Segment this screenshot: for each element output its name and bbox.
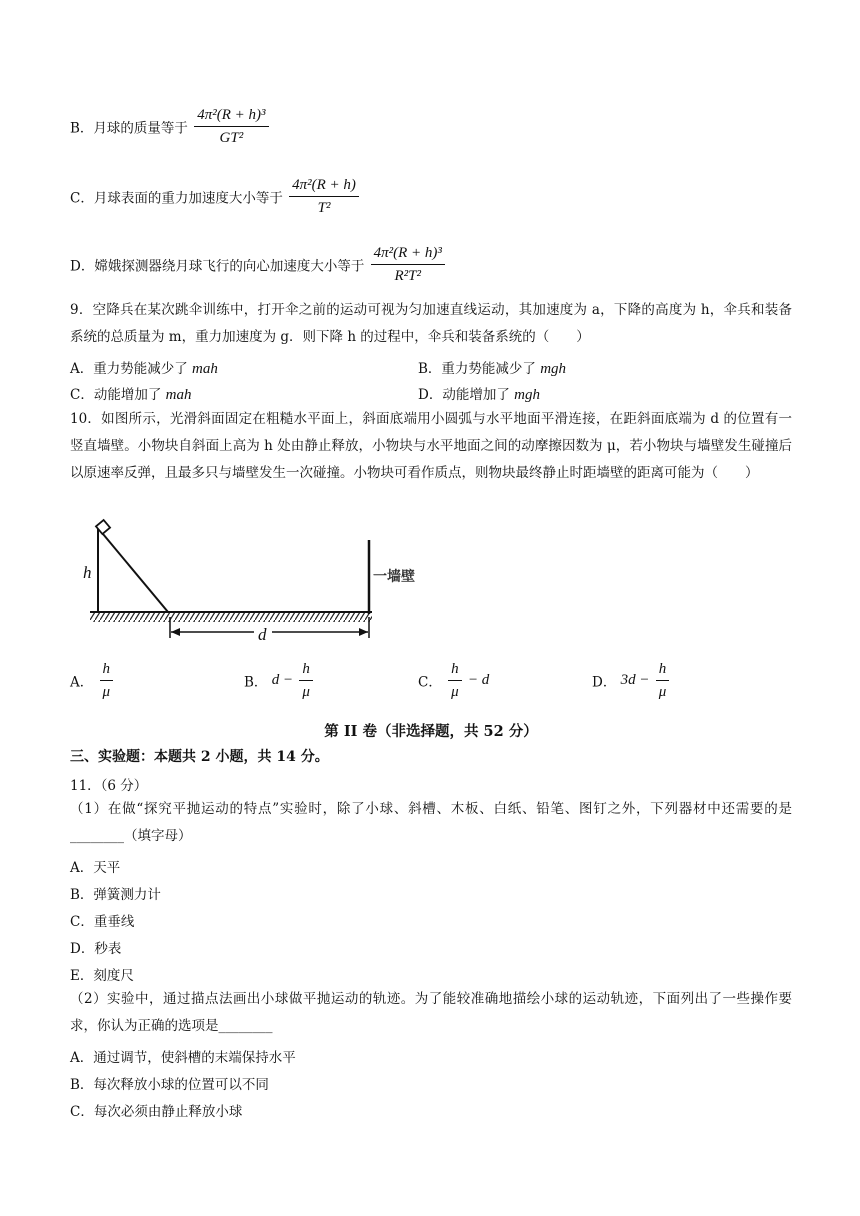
q11-part2-option-b: B．每次释放小球的位置可以不同 — [70, 1077, 269, 1093]
q10-option-b-label: B． — [244, 674, 268, 691]
q10-option-d-pre: 3d − — [620, 672, 650, 688]
q11-part1-option-b: B．弹簧测力计 — [70, 887, 161, 903]
q9-option-c-expr: mah — [165, 387, 192, 403]
q11-part1-option-e: E．刻度尺 — [70, 968, 134, 984]
q9-stem: 9．空降兵在某次跳伞训练中，打开伞之前的运动可视为匀加速直线运动，其加速度为 a，下降的高度为 h，伞兵和装备系统的总质量为 m，重力加速度为 g．则下降 h 的过程中，伞兵和装备系统的（ ） — [70, 302, 792, 345]
incline-slope — [98, 528, 168, 612]
q10-option-a-denominator: μ — [102, 684, 111, 700]
q9-option-d-label: D．动能增加了 — [418, 387, 515, 403]
q9-option-a — [70, 357, 218, 378]
q8-option-d-fraction — [371, 244, 445, 285]
q11-part2-stem: （2）实验中，通过描点法画出小球做平抛运动的轨迹。为了能较准确地描绘小球的运动轨迹，下面列出了一些操作要求，你认为正确的选项是________ — [70, 991, 792, 1034]
section-2-title: 第 II 卷（非选择题，共 52 分） — [324, 723, 538, 740]
q9-option-b-expr: mgh — [540, 361, 567, 377]
q10-option-a — [70, 660, 115, 701]
q10-option-b-denominator: μ — [302, 684, 310, 700]
q8-option-c-fraction — [289, 176, 359, 217]
q8-option-d-label: D．嫦娥探测器绕月球飞行的向心加速度大小等于 — [70, 258, 365, 275]
q8-option-b-label: B．月球的质量等于 — [70, 120, 188, 137]
q10-option-a-fraction — [100, 660, 114, 701]
q8-option-b-denominator: GT² — [219, 130, 244, 146]
q10-option-c-fraction — [448, 660, 462, 701]
q8-option-d-denominator: R²T² — [394, 268, 422, 284]
q9-option-c-label: C．动能增加了 — [70, 387, 166, 403]
q11-part1-option-c: C．重垂线 — [70, 914, 135, 930]
section-3-title: 三、实验题：本题共 2 小题，共 14 分。 — [70, 749, 329, 765]
q10-figure-h-label: h — [83, 563, 92, 582]
q11-part1-option-d: D．秒表 — [70, 941, 122, 957]
q8-option-c-numerator: 4π²(R + h) — [289, 176, 359, 197]
q10-option-d-denominator: μ — [658, 684, 667, 700]
q10-option-a-label: A． — [70, 674, 94, 691]
q10-option-a-numerator: h — [100, 660, 114, 681]
q10-option-d-label: D． — [592, 674, 617, 691]
q9-option-b — [418, 357, 566, 378]
q10-option-c-post: − d — [467, 672, 490, 688]
q10-option-c-numerator: h — [448, 660, 462, 681]
q10-option-c — [418, 660, 489, 701]
q10-option-b-numerator: h — [299, 660, 313, 681]
q9-option-d — [418, 383, 540, 404]
q8-option-d-numerator: 4π²(R + h)³ — [371, 244, 445, 265]
q11-part2-option-a: A．通过调节，使斜槽的末端保持水平 — [70, 1050, 296, 1066]
q10-stem: 10．如图所示，光滑斜面固定在粗糙水平面上，斜面底端用小圆弧与水平地面平滑连接，在距斜面底端为 d 的位置有一竖直墙壁。小物块自斜面上高为 h 处由静止释放，小物块与水平地面之间的动摩擦因数为 μ，若小物块与墙壁发生碰撞后以原速率反弹，且最多只与墙壁发生一次碰撞。小物块可看作质点，则物块最终静止时距墙壁的距离可能为（ ） — [70, 411, 792, 481]
q10-option-d-fraction — [656, 660, 670, 701]
q9-option-a-label: A．重力势能减少了 — [70, 361, 193, 377]
q11-part1-stem: （1）在做“探究平抛运动的特点”实验时，除了小球、斜槽、木板、白纸、铅笔、图钉之外，下列器材中还需要的是________（填字母） — [70, 801, 792, 844]
q10-figure-d-label: d — [258, 625, 267, 644]
q10-option-c-label: C． — [418, 674, 442, 691]
q8-option-c — [70, 176, 361, 217]
q10-option-b — [244, 660, 315, 701]
q9-option-c — [70, 383, 191, 404]
q9-option-a-expr: mah — [192, 361, 218, 377]
q8-option-c-label: C．月球表面的重力加速度大小等于 — [70, 190, 283, 207]
q8-option-b-numerator: 4π²(R + h)³ — [194, 106, 268, 127]
q8-option-b-fraction — [194, 106, 268, 147]
ground-hatching — [90, 613, 372, 622]
q11-part1-option-a: A．天平 — [70, 860, 121, 876]
q8-option-c-denominator: T² — [317, 200, 331, 216]
q10-option-b-fraction — [299, 660, 313, 701]
q11-part2-option-c: C．每次必须由静止释放小球 — [70, 1104, 243, 1120]
q10-option-b-pre: d − — [271, 672, 294, 688]
q10-option-c-denominator: μ — [451, 684, 459, 700]
q9-option-d-expr: mgh — [514, 387, 540, 403]
q10-option-d-numerator: h — [656, 660, 670, 681]
q11-header: 11．（6 分） — [70, 778, 148, 794]
q8-option-b — [70, 106, 271, 147]
q10-option-d — [592, 660, 671, 701]
q9-option-b-label: B．重力势能减少了 — [418, 361, 541, 377]
q8-option-d — [70, 244, 447, 285]
q10-figure-wall-label: 一墙壁 — [373, 569, 415, 585]
